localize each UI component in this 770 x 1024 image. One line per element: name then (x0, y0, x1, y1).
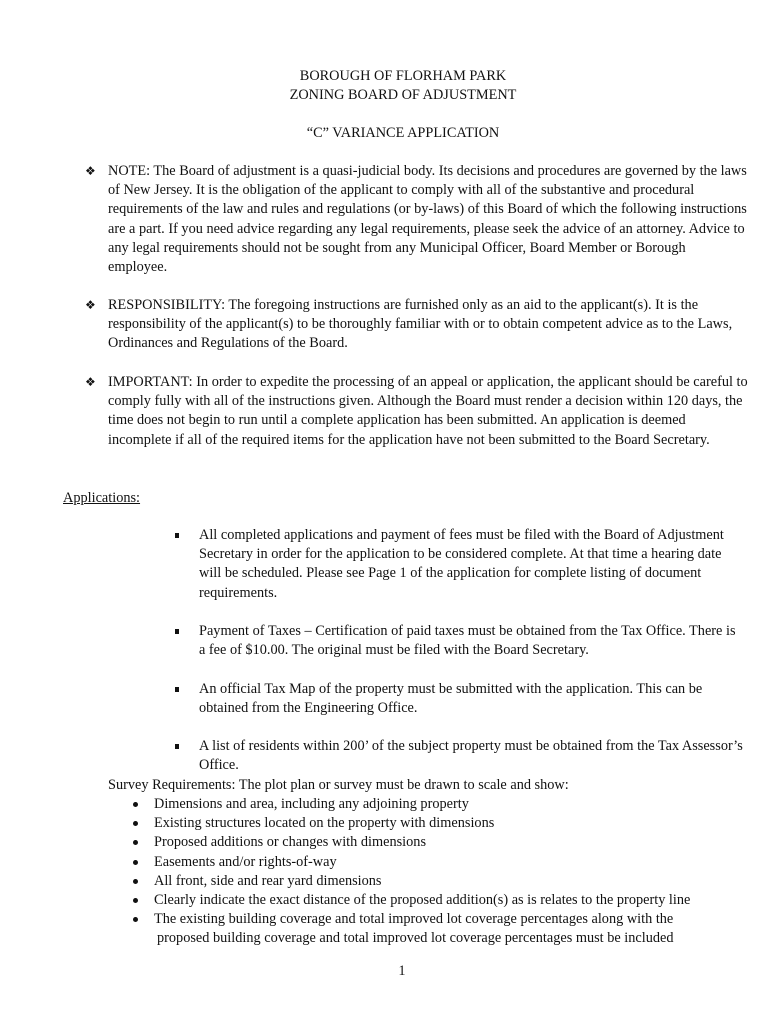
important-text: IMPORTANT: In order to expedite the processing of an appeal or application, the applicant should be careful to comply fully with all of the instructions given. Although the Board must render a decision within 120 days, the time does not begin to run until a complete application has been submitted. An application is deemed incomplete if all of the required items for the application have not been submitted to the Board Secretary. (108, 374, 748, 448)
diamond-bullet-icon: ❖ (85, 298, 96, 312)
bullet-icon (133, 879, 138, 884)
diamond-bullet-icon: ❖ (85, 375, 96, 389)
note-text: NOTE: The Board of adjustment is a quasi-judicial body. Its decisions and procedures are governed by the laws of New Jersey. It is the obligation of the applicant to comply with all of the substantive and procedural requirements of the law and rules and regulations (or by-laws) of this Board of which the following instructions are a part. If you need advice regarding any legal requirements, please seek the advice of an attorney. Advice to any legal requirements should not be sought from any Municipal Officer, Board Member or Borough employee. (108, 163, 747, 276)
responsibility-text: RESPONSIBILITY: The foregoing instructions are furnished only as an aid to the applicant(s). It is the responsibility of the applicant(s) to be thoroughly familiar with or to obtain competent advice as to the Laws, Ordinances and Regulations of the Board. (108, 297, 733, 352)
page-number: 1 (398, 963, 406, 979)
list-item-continuation: proposed building coverage and total improved lot coverage percentages must be included (157, 930, 674, 946)
note-paragraph (85, 162, 748, 277)
application-item-text: Payment of Taxes – Certification of paid taxes must be obtained from the Tax Office. There is a fee of $10.00. The original must be filed with the Board Secretary. (199, 623, 736, 659)
important-paragraph (85, 373, 748, 450)
application-item (199, 526, 744, 603)
bullet-icon (133, 860, 138, 865)
list-item: All front, side and rear yard dimensions (154, 872, 754, 891)
square-bullet-icon (175, 629, 179, 634)
survey-requirements-heading: Survey Requirements: The plot plan or survey must be drawn to scale and show: (108, 777, 569, 793)
application-item-text: An official Tax Map of the property must be submitted with the application. This can be obtained from the Engineering Office. (199, 681, 703, 717)
bullet-icon (133, 917, 138, 922)
application-item (199, 737, 744, 775)
square-bullet-icon (175, 744, 179, 749)
application-item (199, 680, 744, 718)
responsibility-paragraph (85, 296, 748, 354)
bullet-icon (133, 802, 138, 807)
board-title: ZONING BOARD OF ADJUSTMENT (289, 87, 517, 103)
square-bullet-icon (175, 533, 179, 538)
applications-heading: Applications: (63, 490, 141, 506)
survey-requirements-list (154, 795, 754, 929)
application-item (199, 622, 744, 660)
bullet-icon (133, 821, 138, 826)
list-item: Clearly indicate the exact distance of the proposed addition(s) as is relates to the property line (154, 891, 754, 910)
bullet-icon (133, 840, 138, 845)
application-title: “C” VARIANCE APPLICATION (306, 125, 500, 141)
application-item-text: All completed applications and payment of fees must be filed with the Board of Adjustment Secretary in order for the application to be considered complete. At that time a hearing date will be scheduled. Please see Page 1 of the application for complete listing of document requirements. (199, 527, 724, 601)
square-bullet-icon (175, 687, 179, 692)
list-item: The existing building coverage and total improved lot coverage percentages along with the (154, 910, 754, 929)
list-item: Proposed additions or changes with dimensions (154, 833, 754, 852)
diamond-bullet-icon: ❖ (85, 164, 96, 178)
list-item: Easements and/or rights-of-way (154, 853, 754, 872)
bullet-icon (133, 898, 138, 903)
application-item-text: A list of residents within 200’ of the subject property must be obtained from the Tax Assessor’s Office. (199, 738, 743, 774)
list-item: Dimensions and area, including any adjoining property (154, 795, 754, 814)
list-item: Existing structures located on the property with dimensions (154, 814, 754, 833)
borough-title: BOROUGH OF FLORHAM PARK (299, 68, 507, 84)
